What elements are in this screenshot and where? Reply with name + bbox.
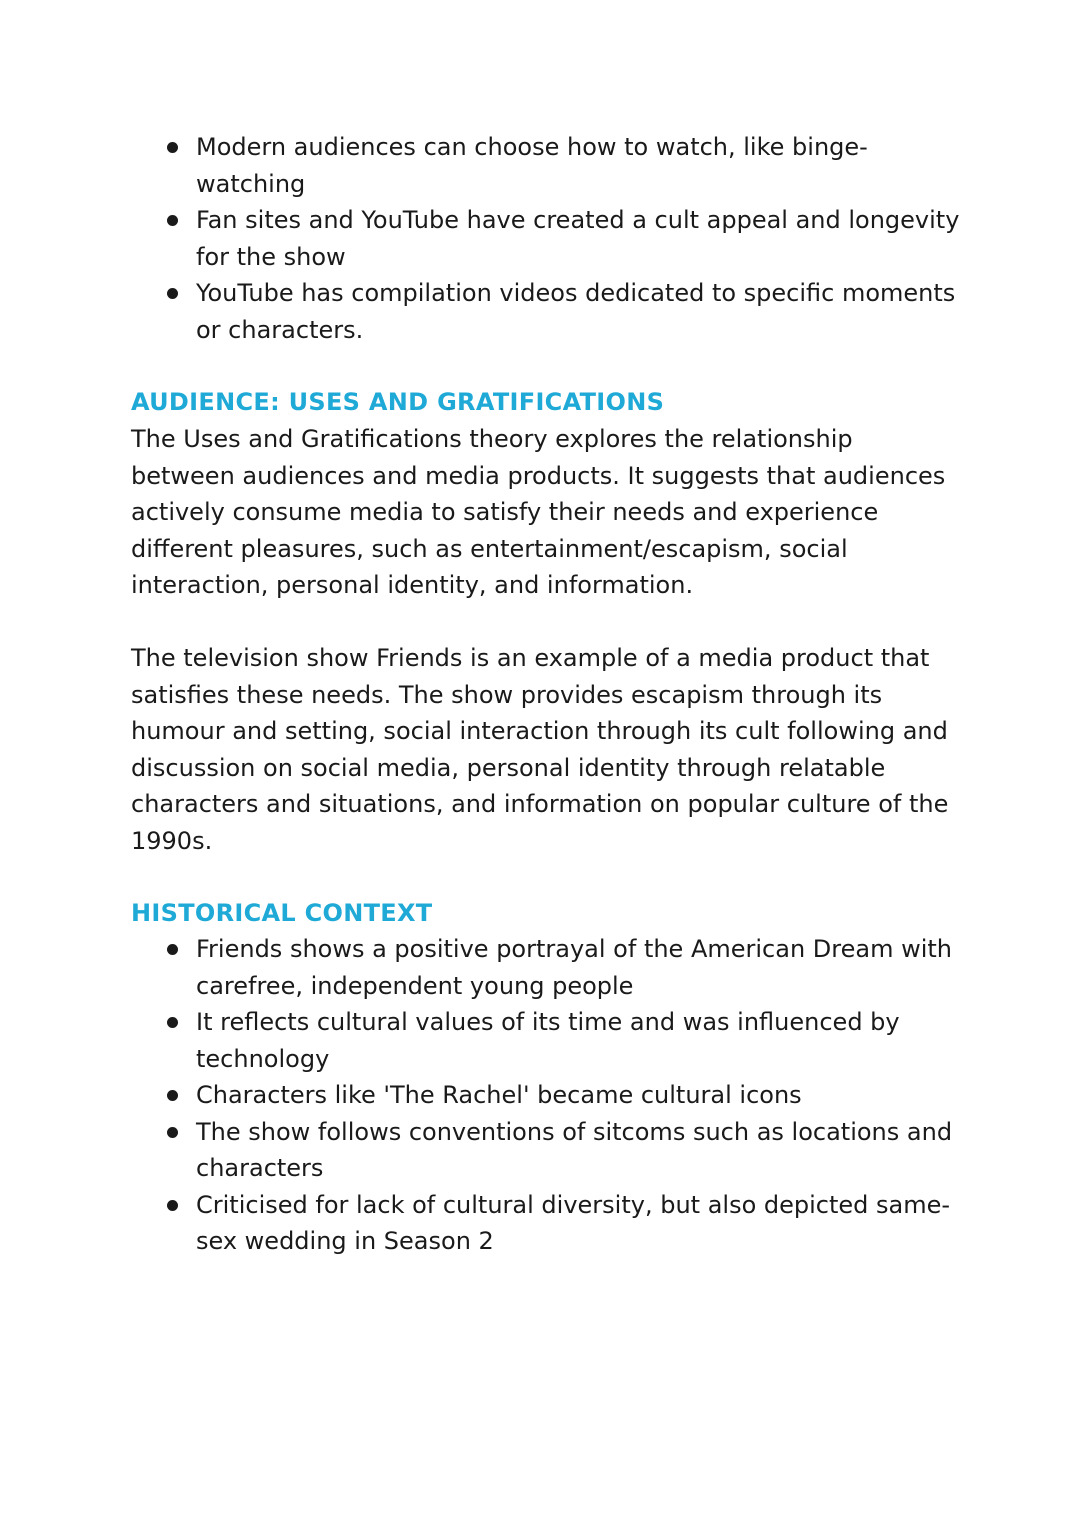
bullet-icon (167, 1200, 178, 1211)
friends-example-paragraph: The television show Friends is an example of a media product that satisfies these needs. The show provides escapism through its humour and setting, social interaction through its cult following and discussion on social media, personal identity through relatable characters and situations, and information on popular culture of the 1990s. (131, 644, 949, 855)
bullet-text: The show follows conventions of sitcoms such as locations and characters (196, 1117, 953, 1182)
bullet-icon (167, 944, 178, 955)
bullet-icon (167, 1017, 178, 1028)
bullet-icon (167, 142, 178, 153)
bullet-text: Friends shows a positive portrayal of the American Dream with carefree, independent young people (196, 935, 953, 1000)
list-item (160, 129, 960, 202)
bullet-icon (167, 1090, 178, 1101)
bullet-icon (167, 215, 178, 226)
section-heading-audience: AUDIENCE: USES AND GRATIFICATIONS (131, 388, 665, 416)
bullet-text: It reflects cultural values of its time and was influenced by technology (196, 1008, 900, 1073)
list-item (160, 1114, 960, 1187)
bullet-text: Characters like 'The Rachel' became cultural icons (196, 1081, 802, 1109)
historical-bullet-list (160, 931, 960, 1260)
bullet-text: Modern audiences can choose how to watch, like binge-watching (196, 133, 868, 198)
list-item (160, 1077, 960, 1114)
list-item (160, 931, 960, 1004)
list-item (160, 1004, 960, 1077)
bullet-icon (167, 288, 178, 299)
bullet-text: Fan sites and YouTube have created a cult appeal and longevity for the show (196, 206, 960, 271)
bullet-text: Criticised for lack of cultural diversity, but also depicted same-sex wedding in Season 2 (196, 1190, 951, 1255)
intro-bullet-list (160, 129, 960, 348)
list-item (160, 275, 960, 348)
uses-gratifications-paragraph: The Uses and Gratifications theory explores the relationship between audiences and media products. It suggests that audiences actively consume media to satisfy their needs and experience different pleasures, such as entertainment/escapism, social interaction, personal identity, and information. (131, 425, 946, 599)
list-item (160, 202, 960, 275)
bullet-text: YouTube has compilation videos dedicated to specific moments or characters. (196, 279, 956, 344)
section-heading-historical: HISTORICAL CONTEXT (131, 899, 433, 927)
bullet-icon (167, 1127, 178, 1138)
list-item (160, 1187, 960, 1260)
